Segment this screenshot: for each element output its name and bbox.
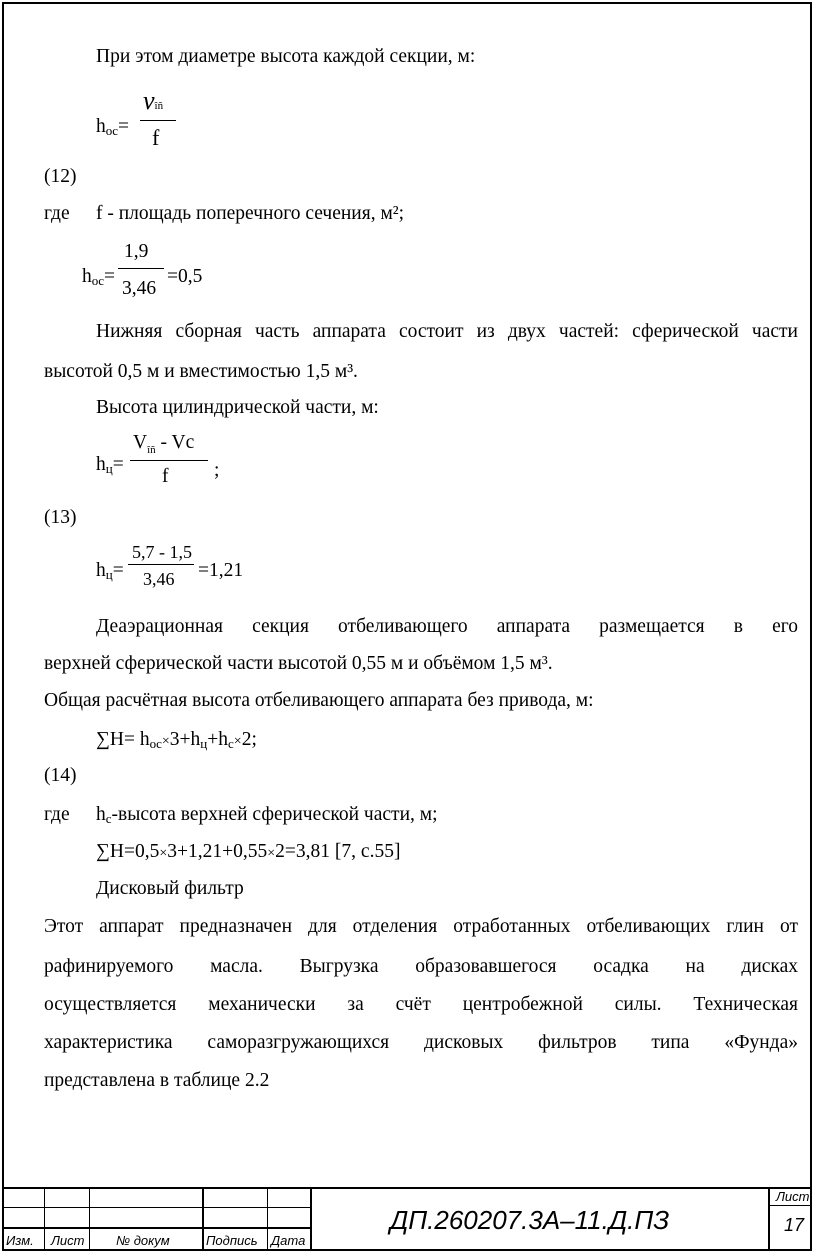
title-block (2, 1187, 812, 1251)
paragraph-2-line-2: высотой 0,5 м и вместимостью 1,5 м³. (44, 361, 358, 382)
f2-eq: = (104, 266, 116, 287)
paragraph-1: При этом диаметре высота каждой секции, м: (96, 46, 476, 67)
f4-eq: = (112, 560, 124, 581)
f4-lhs: h (96, 560, 106, 581)
stamp-col-list: Лист (51, 1233, 85, 1248)
where-label-2: где (44, 804, 70, 825)
f1-fraction-bar (140, 120, 176, 121)
paragraph-4-line-1: Деаэрационная секция отбеливающего аппарата размещается в его (96, 616, 798, 637)
sum-formula-1: $\sum H= h_{oc}\times 3+h_ц+h_c\times 2$; (96, 729, 257, 751)
equation-number-12: (12) (44, 166, 77, 187)
f4-fraction-bar (128, 564, 194, 565)
paragraph-2-line-1: Нижняя сборная часть аппарата состоит из двух частей: сферической части (96, 321, 798, 342)
paragraph-6-line-2: рафинируемого масла. Выгрузка образовавшегося осадка на дисках (44, 956, 798, 977)
stamp-col-sign: Подпись (206, 1233, 258, 1248)
f1-lhs: h (96, 116, 106, 137)
f3-eq: = (112, 454, 124, 475)
where-label-1: где (44, 203, 70, 224)
f1-eq: = (118, 116, 130, 137)
equation-number-14: (14) (44, 765, 77, 786)
f2-result: =0,5 (167, 266, 203, 287)
where-text-1: f - площадь поперечного сечения, м²; (96, 203, 405, 224)
f4-numerator: 5,7 - 1,5 (132, 542, 192, 562)
f2-lhs: h (82, 266, 92, 287)
stamp-col-date: Дата (271, 1233, 306, 1248)
f2-denominator: 3,46 (122, 278, 157, 299)
paragraph-6-line-3: осуществляется механически за счёт центробежной силы. Техническая (44, 994, 798, 1015)
sheet-label: Лист (776, 1189, 810, 1204)
f3-lhs-sub: ц (105, 461, 113, 476)
f3-lhs: h (96, 454, 106, 475)
f2-fraction-bar (118, 268, 164, 269)
f4-denominator: 3,46 (143, 569, 175, 589)
document-code: ДП.260207.3А–11.Д.ПЗ (390, 1205, 670, 1235)
f3-fraction-bar (130, 460, 208, 461)
equation-number-13: (13) (44, 507, 77, 528)
f4-result: =1,21 (198, 560, 244, 581)
where-text-2: $h_c$-высота верхней сферической части, м; (96, 804, 438, 826)
stamp-col-izm: Изм. (6, 1233, 34, 1248)
f3-semicolon: ; (214, 460, 220, 481)
sheet-number: 17 (784, 1215, 805, 1235)
paragraph-4-line-2: верхней сферической части высотой 0,55 м и объёмом 1,5 м³. (44, 653, 553, 674)
paragraph-6-line-4: характеристика саморазгружающихся дисковых фильтров типа «Фунда» (44, 1032, 798, 1053)
f3-denominator: f (162, 466, 169, 487)
f3-numerator: $V_{îñ}$ - Vc (133, 432, 195, 456)
paragraph-6-line-5: представлена в таблице 2.2 (44, 1070, 270, 1091)
f1-denominator: f (152, 125, 160, 150)
f2-lhs-sub: oc (91, 273, 105, 288)
sum-formula-2: ∑H=0,5×3+1,21+0,55×2=3,81 [7, с.55] (96, 841, 401, 862)
paragraph-5: Общая расчётная высота отбеливающего аппарата без привода, м: (44, 690, 594, 711)
f2-numerator: 1,9 (124, 241, 149, 262)
stamp-col-doc: № докум (116, 1233, 170, 1248)
f1-numerator-sub: îñ (154, 100, 164, 112)
f1-numerator: ν (143, 86, 155, 115)
section-heading: Дисковый фильтр (96, 878, 244, 899)
paragraph-6-line-1: Этот аппарат предназначен для отделения отработанных отбеливающих глин от (44, 916, 798, 937)
f4-lhs-sub: ц (105, 567, 113, 582)
f1-lhs-sub: oc (105, 123, 119, 138)
paragraph-3: Высота цилиндрической части, м: (96, 397, 379, 418)
